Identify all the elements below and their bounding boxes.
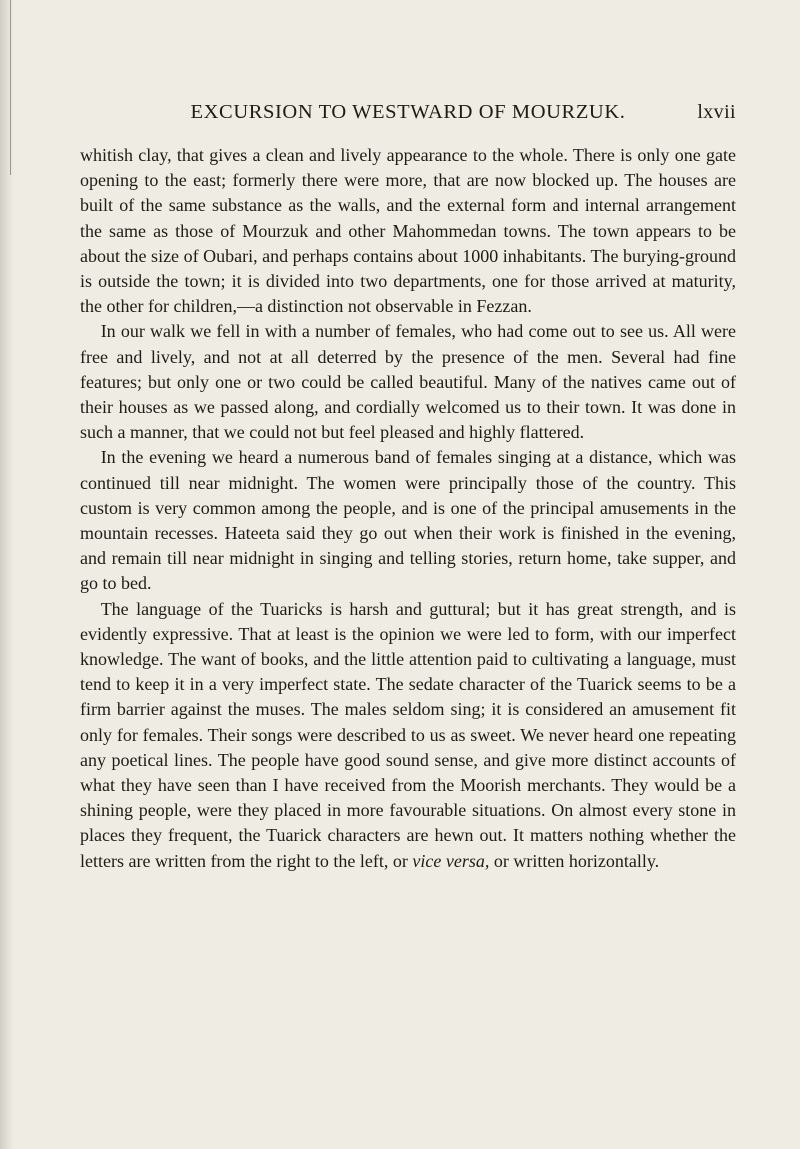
body-text [80, 143, 736, 874]
book-page [80, 101, 736, 874]
running-head [80, 101, 736, 135]
paragraph-1: whitish clay, that gives a clean and lively appearance to the whole. There is only one gate opening to the east; formerly there were more, that are now blocked up. The houses are built of the same substance as the walls, and the external form and internal arrangement the same as those of Mourzuk and other Mahommedan towns. The town appears to be about the size of Oubari, and perhaps contains about 1000 inhabitants. The burying-ground is outside the town; it is divided into two departments, one for those arrived at maturity, the other for children,—a distinction not observable in Fezzan. [80, 145, 736, 317]
page-number: lxvii [697, 101, 736, 123]
paragraph-4-ending: or written horizontally. [489, 850, 660, 871]
page-edge-line [10, 0, 11, 175]
paragraph-4-italic: vice versa, [412, 850, 490, 871]
running-head-title: EXCURSION TO WESTWARD OF MOURZUK. [190, 101, 626, 123]
paragraph-2: In our walk we fell in with a number of females, who had come out to see us. All were free and lively, and not at all deterred by the presence of the men. Several had fine features; but only one or two could be called beautiful. Many of the natives came out of their houses as we passed along, and cordially welcomed us to their town. It was done in such a manner, that we could not but feel pleased and highly flattered. [80, 321, 736, 443]
page-edge-shadow [0, 0, 14, 1149]
paragraph-4 [80, 597, 736, 874]
paragraph-4-text: The language of the Tuaricks is harsh and guttural; but it has great strength, and is evidently expressive. That at least is the opinion we were led to form, with our imperfect knowledge. The want of books, and the little attention paid to cultivating a language, must tend to keep it in a very imperfect state. The sedate character of the Tuarick seems to be a firm barrier against the muses. The males seldom sing; it is considered an amusement fit only for females. Their songs were described to us as sweet. We never heard one repeating any poetical lines. The people have good sound sense, and give more distinct accounts of what they have seen than I have received from the Moorish merchants. They would be a shining people, were they placed in more favourable situations. On almost every stone in places they frequent, the Tuarick characters are hewn out. It matters nothing whether the letters are written from the right to the left, or [80, 598, 736, 871]
paragraph-3: In the evening we heard a numerous band of females singing at a distance, which was continued till near midnight. The women were principally those of the country. This custom is very common among the people, and is one of the principal amusements in the mountain recesses. Hateeta said they go out when their work is finished in the evening, and remain till near midnight in singing and telling stories, return home, take supper, and go to bed. [80, 447, 736, 594]
